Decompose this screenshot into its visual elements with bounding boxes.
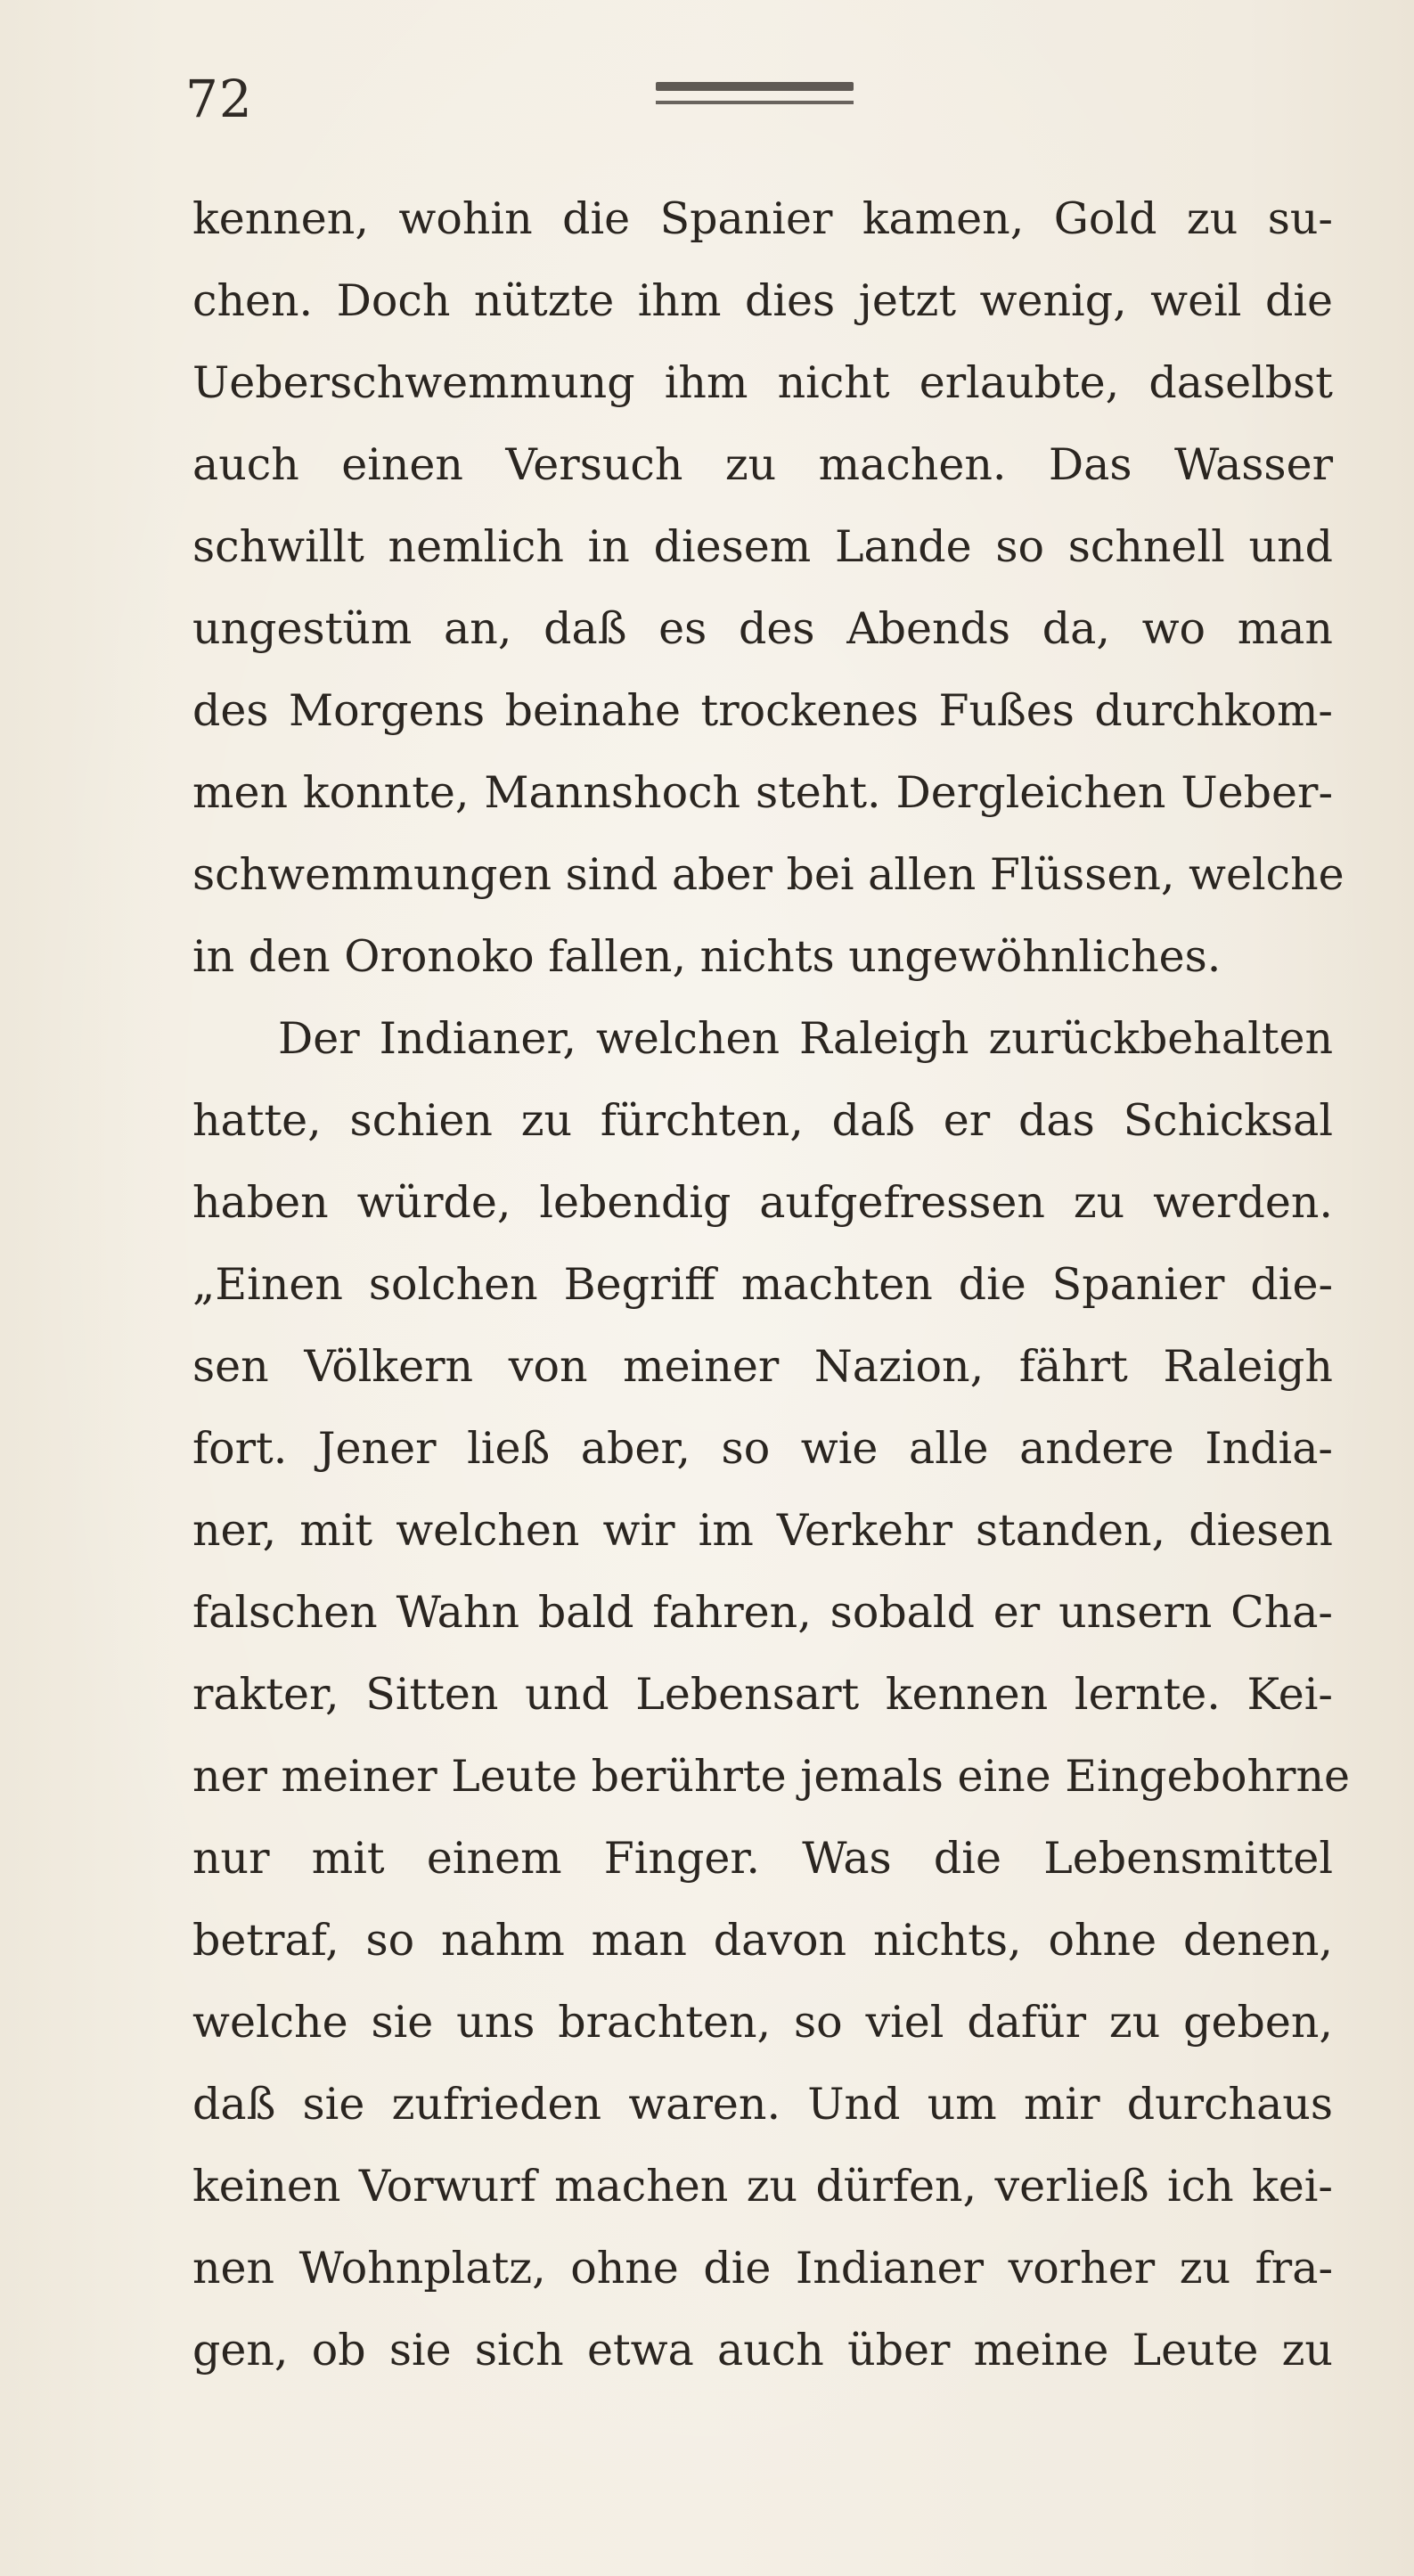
text-line: auch einen Versuch zu machen. Das Wasser xyxy=(192,439,1333,490)
text-line: ner meiner Leute berührte jemals eine Eingebohrne xyxy=(192,1751,1351,1802)
text-line-paragraph-end: in den Oronoko fallen, nichts ungewöhnliches. xyxy=(192,931,1222,982)
ornament-thick-bar xyxy=(656,82,854,91)
text-line: nen Wohnplatz, ohne die Indianer vorher zu fra- xyxy=(192,2243,1333,2294)
text-line: ner, mit welchen wir im Verkehr standen, diesen xyxy=(192,1505,1333,1556)
text-line: ungestüm an, daß es des Abends da, wo man xyxy=(192,603,1333,654)
text-line: hatte, schien zu fürchten, daß er das Schicksal xyxy=(192,1095,1333,1146)
text-line: chen. Doch nützte ihm dies jetzt wenig, weil die xyxy=(192,275,1333,326)
text-line: des Morgens beinahe trockenes Fußes durchkom- xyxy=(192,685,1333,736)
text-line: Ueberschwemmung ihm nicht erlaubte, daselbst xyxy=(192,357,1333,408)
header-ornament-rule xyxy=(656,82,854,109)
body-text xyxy=(192,178,1351,2392)
text-line: fort. Jener ließ aber, so wie alle andere India- xyxy=(192,1423,1333,1474)
text-line-paragraph-start: Der Indianer, welchen Raleigh zurückbehalten xyxy=(278,1013,1333,1064)
text-line: daß sie zufrieden waren. Und um mir durchaus xyxy=(192,2079,1333,2130)
text-line: keinen Vorwurf machen zu dürfen, verließ ich kei- xyxy=(192,2161,1333,2212)
text-line: schwemmungen sind aber bei allen Flüssen, welche xyxy=(192,849,1345,900)
text-line: kennen, wohin die Spanier kamen, Gold zu su- xyxy=(192,193,1333,244)
text-line: „Einen solchen Begriff machten die Spanier die- xyxy=(192,1259,1333,1310)
text-line: men konnte, Mannshoch steht. Dergleichen Ueber- xyxy=(192,767,1333,818)
text-line: nur mit einem Finger. Was die Lebensmittel xyxy=(192,1833,1333,1884)
text-line: falschen Wahn bald fahren, sobald er unsern Cha- xyxy=(192,1587,1333,1638)
ornament-thin-bar xyxy=(656,101,854,104)
text-line: betraf, so nahm man davon nichts, ohne denen, xyxy=(192,1915,1333,1966)
text-line: welche sie uns brachten, so viel dafür zu geben, xyxy=(192,1997,1333,2048)
text-line: haben würde, lebendig aufgefressen zu werden. xyxy=(192,1177,1333,1228)
text-line: gen, ob sie sich etwa auch über meine Leute zu xyxy=(192,2325,1333,2376)
text-line: schwillt nemlich in diesem Lande so schnell und xyxy=(192,521,1333,572)
text-line: sen Völkern von meiner Nazion, fährt Raleigh xyxy=(192,1341,1333,1392)
page-number: 72 xyxy=(185,69,253,129)
text-line: rakter, Sitten und Lebensart kennen lernte. Kei- xyxy=(192,1669,1333,1720)
